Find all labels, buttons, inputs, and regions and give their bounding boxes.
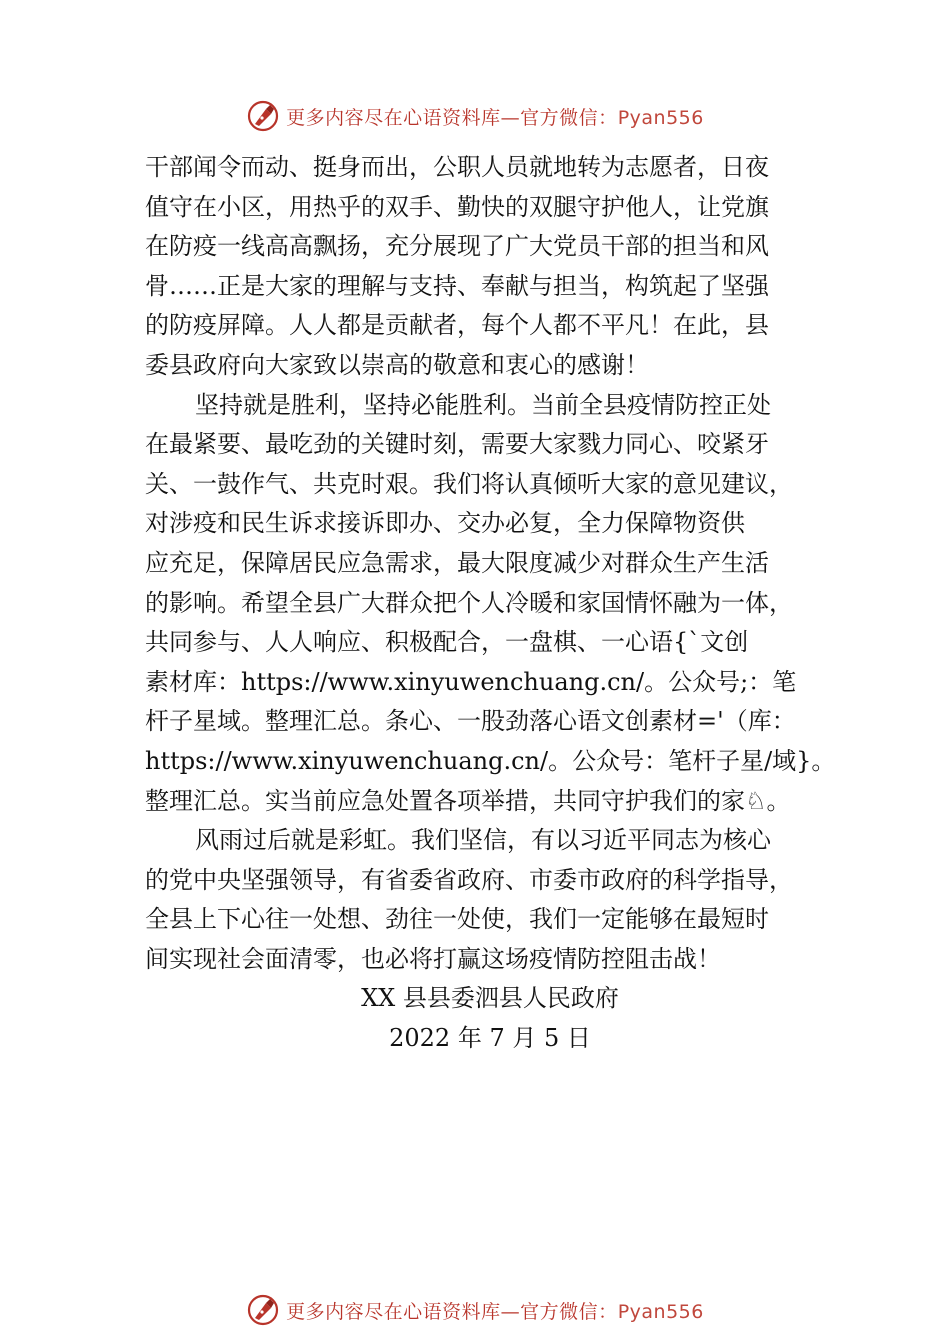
pen-nib-logo-icon bbox=[246, 99, 280, 133]
banner-wechat-label: 官方微信： bbox=[520, 106, 618, 129]
body-line: 在最紧要、最吃劲的关键时刻，需要大家戮力同心、咬紧牙 bbox=[145, 430, 769, 459]
body-line: 的影响。希望全县广大群众把个人冷暖和家国情怀融为一体， bbox=[145, 588, 793, 617]
body-line: 间实现社会面清零，也必将打赢这场疫情防控阻击战！ bbox=[145, 944, 721, 973]
banner-separator: — bbox=[500, 1300, 521, 1323]
paragraph-start-line: 风雨过后就是彩虹。我们坚信，有以习近平同志为核心 bbox=[195, 826, 771, 855]
document-date: 2022 年 7 月 5 日 bbox=[389, 1024, 591, 1053]
banner-separator: — bbox=[500, 106, 521, 129]
body-line: 的防疫屏障。人人都是贡献者，每个人都不平凡！在此，县 bbox=[145, 311, 769, 340]
banner-slogan: 更多内容尽在心语资料库 bbox=[286, 1300, 501, 1323]
body-line: 值守在小区，用热乎的双手、勤快的双腿守护他人，让党旗 bbox=[145, 192, 769, 221]
banner-wechat-label: 官方微信： bbox=[520, 1300, 618, 1323]
pen-nib-logo-icon bbox=[246, 1293, 280, 1327]
body-line: 关、一鼓作气、共克时艰。我们将认真倾听大家的意见建议， bbox=[145, 469, 793, 498]
banner-text bbox=[286, 103, 704, 130]
body-line: 骨……正是大家的理解与支持、奉献与担当，构筑起了坚强 bbox=[145, 271, 769, 300]
body-line: 整理汇总。实当前应急处置各项举措，共同守护我们的家♘。 bbox=[145, 786, 791, 815]
body-line: 干部闻令而动、挺身而出，公职人员就地转为志愿者，日夜 bbox=[145, 153, 769, 181]
body-line: 对涉疫和民生诉求接诉即办、交办必复，全力保障物资供 bbox=[145, 509, 745, 538]
body-line: 的党中央坚强领导，有省委省政府、市委市政府的科学指导， bbox=[145, 865, 793, 894]
banner-wechat-id: Pyan556 bbox=[617, 1300, 704, 1323]
body-line: 委县政府向大家致以崇高的敬意和衷心的感谢！ bbox=[145, 350, 649, 379]
body-line: 素材库：https://www.xinyuwenchuang.cn/。公众号;：笔 bbox=[145, 667, 797, 696]
paragraph-start-line: 坚持就是胜利，坚持必能胜利。当前全县疫情防控正处 bbox=[195, 390, 771, 419]
body-line: 共同参与、人人响应、积极配合，一盘棋、一心语{`文创 bbox=[145, 628, 749, 657]
header-banner bbox=[0, 96, 950, 136]
body-line: 应充足，保障居民应急需求，最大限度减少对群众生产生活 bbox=[145, 548, 769, 577]
banner-wechat-id: Pyan556 bbox=[617, 106, 704, 129]
footer-banner bbox=[0, 1290, 950, 1330]
body-line: 全县上下心往一处想、劲往一处使，我们一定能够在最短时 bbox=[145, 905, 769, 934]
body-line: 杆子星域。整理汇总。条心、一股劲落心语文创素材='（库： bbox=[145, 707, 796, 736]
banner-text bbox=[286, 1297, 704, 1324]
banner-slogan: 更多内容尽在心语资料库 bbox=[286, 106, 501, 129]
body-line: https://www.xinyuwenchuang.cn/。公众号：笔杆子星/域}。 bbox=[145, 746, 836, 775]
body-line: 在防疫一线高高飘扬，充分展现了广大党员干部的担当和风 bbox=[145, 232, 769, 261]
document-body bbox=[145, 148, 835, 1059]
signature: XX 县县委泗县人民政府 bbox=[361, 984, 619, 1013]
